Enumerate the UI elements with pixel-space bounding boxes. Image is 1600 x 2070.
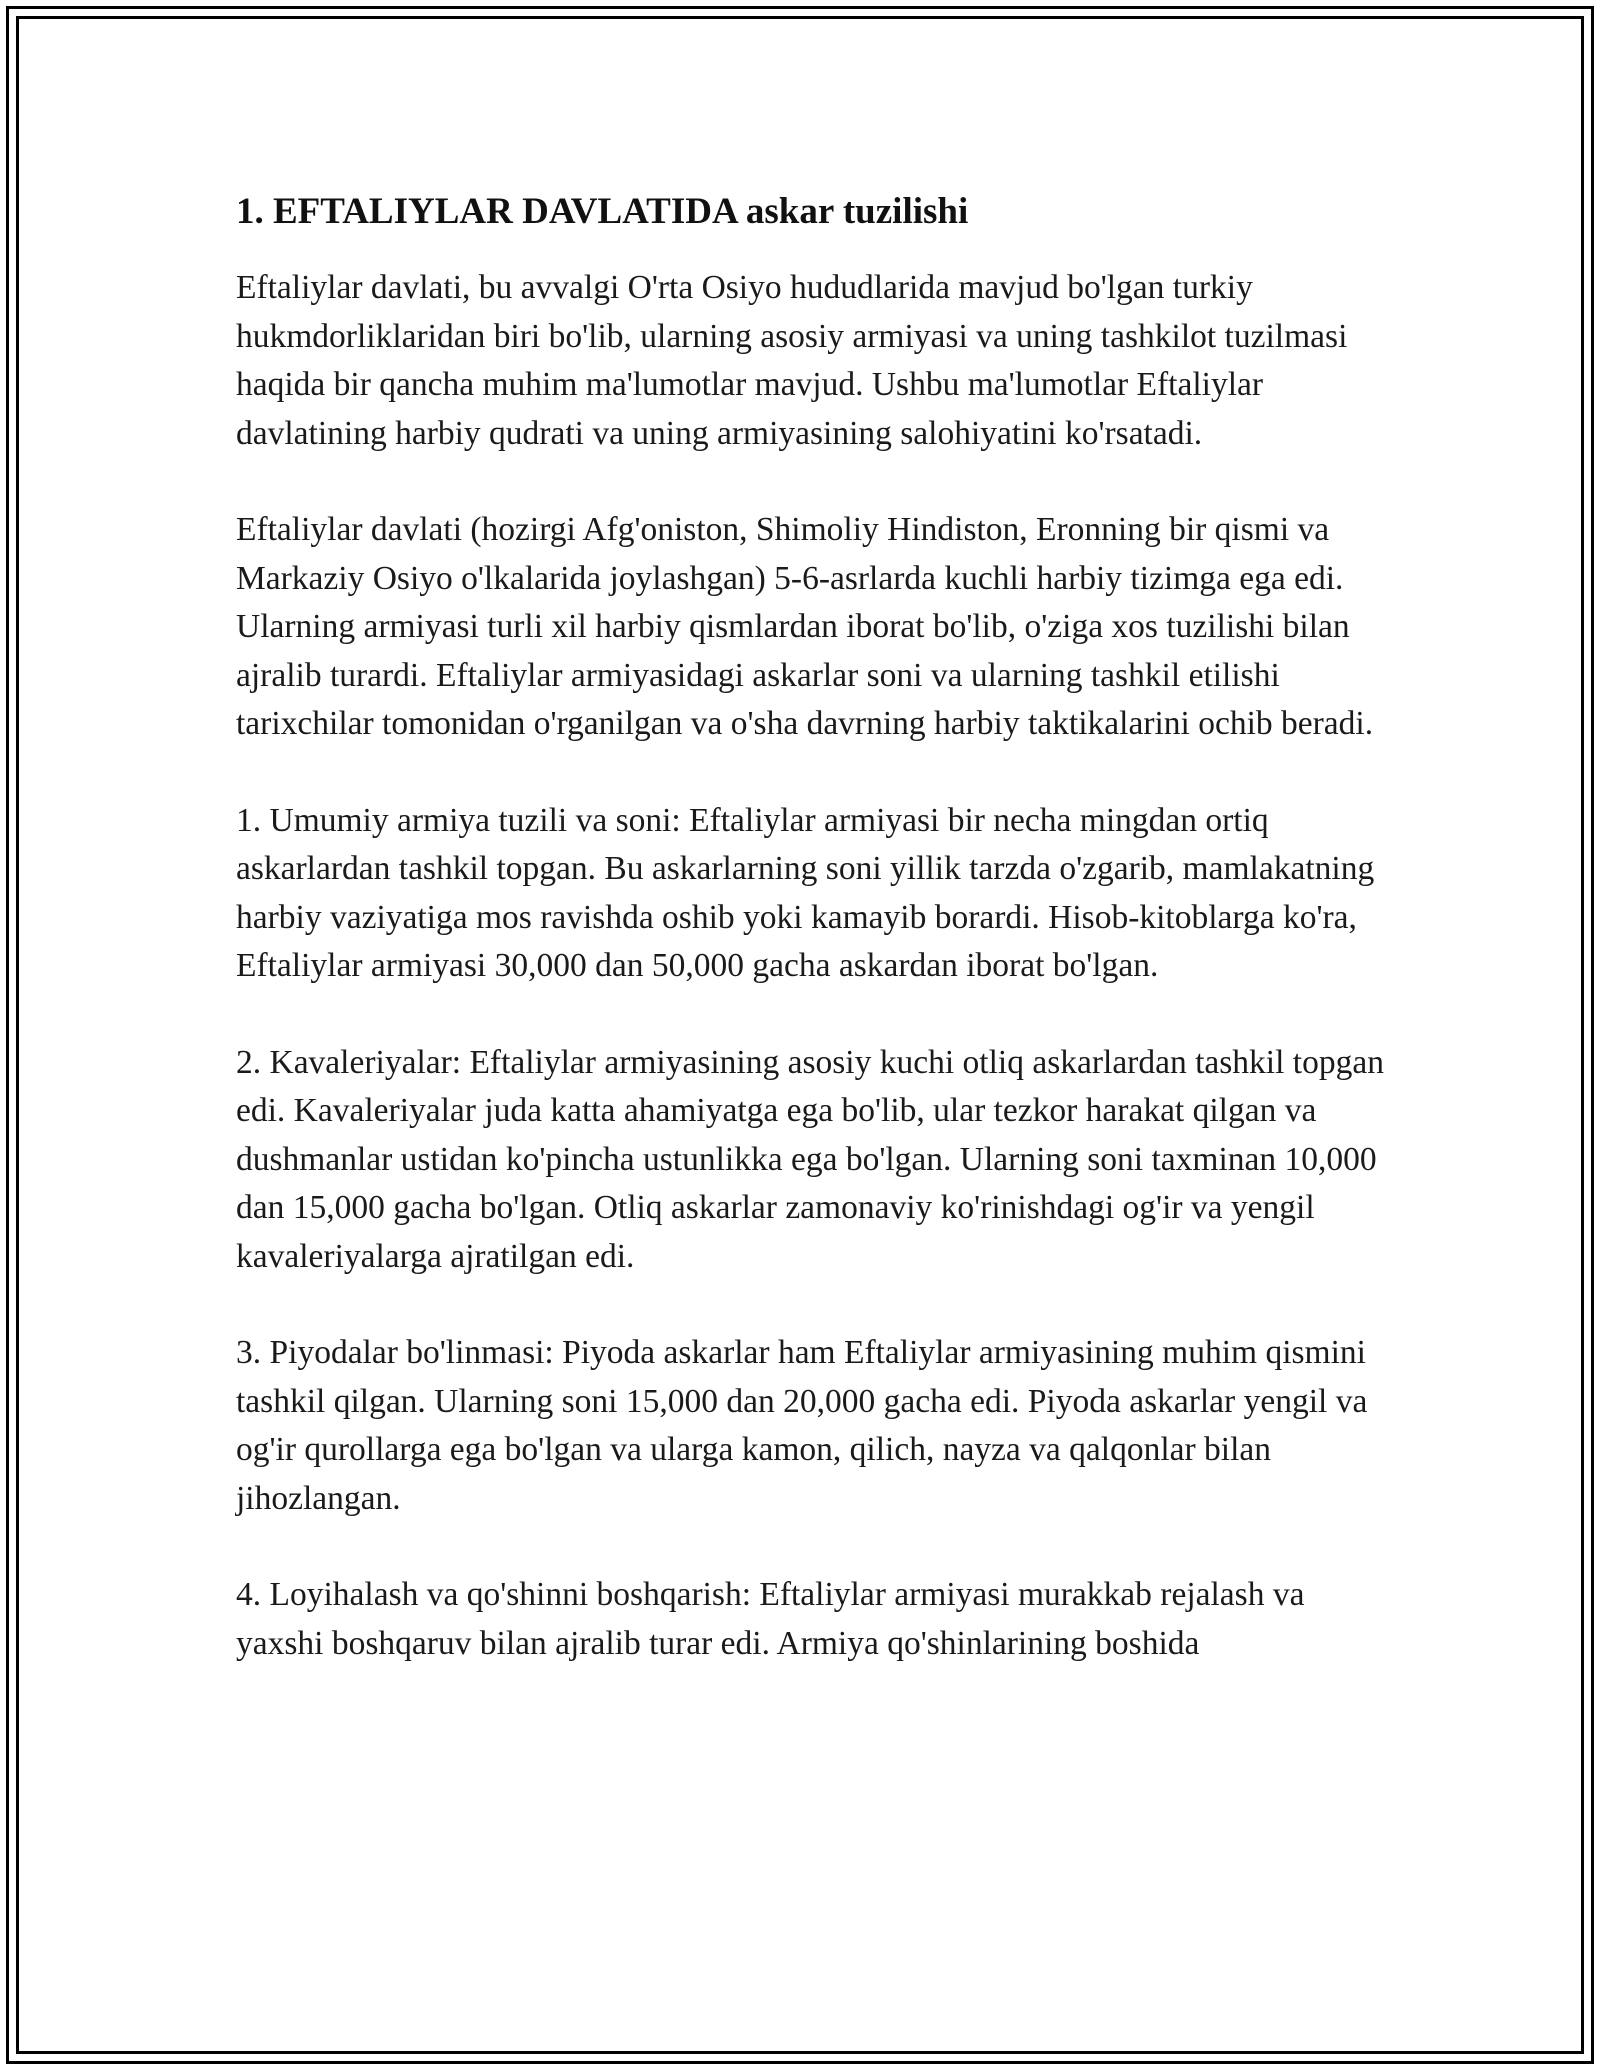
paragraph-cavalry: 2. Kavaleriyalar: Eftaliylar armiyasining asosiy kuchi otliq askarlardan tashkil topgan edi. Kavaleriyalar juda katta ahamiyatga ega bo'lib, ular tezkor harakat qilgan va dushmanlar ustidan ko'pincha ustunlikka ega bo'lgan. Ularning soni taxminan 10,000 dan 15,000 gacha bo'lgan. Otliq askarlar zamonaviy ko'rinishdagi og'ir va yengil kavaleriyalarga ajratilgan edi.: [236, 1043, 1384, 1275]
document-title: 1. EFTALIYLAR DAVLATIDA askar tuzilishi: [236, 191, 969, 232]
paragraph-intro: Eftaliylar davlati, bu avvalgi O'rta Osiyo hududlarida mavjud bo'lgan turkiy hukmdorliklaridan biri bo'lib, ularning asosiy armiyasi va uning tashkilot tuzilmasi haqida bir qancha muhim ma'lumotlar mavjud. Ushbu ma'lumotlar Eftaliylar davlatining harbiy qudrati va uning armiyasining salohiyatini ko'rsatadi.: [236, 269, 1348, 452]
paragraph-command: 4. Loyihalash va qo'shinni boshqarish: Eftaliylar armiyasi murakkab rejalash va yaxshi boshqaruv bilan ajralib turar edi. Armiya qo'shinlarining boshida: [236, 1576, 1305, 1662]
paragraph-army-size: 1. Umumiy armiya tuzili va soni: Eftaliylar armiyasi bir necha mingdan ortiq askarlardan tashkil topgan. Bu askarlarning soni yillik tarzda o'zgarib, mamlakatning harbiy vaziyatiga mos ravishda oshib yoki kamayib borardi. Hisob-kitoblarga ko'ra, Eftaliylar armiyasi 30,000 dan 50,000 gacha askardan iborat bo'lgan.: [236, 801, 1375, 984]
paragraph-infantry: 3. Piyodalar bo'linmasi: Piyoda askarlar ham Eftaliylar armiyasining muhim qismini tashkil qilgan. Ularning soni 15,000 dan 20,000 gacha edi. Piyoda askarlar yengil va og'ir qurollarga ega bo'lgan va ularga kamon, qilich, nayza va qalqonlar bilan jihozlangan.: [236, 1334, 1368, 1517]
document-body: [236, 186, 1386, 1716]
paragraph-geography: Eftaliylar davlati (hozirgi Afg'oniston, Shimoliy Hindiston, Eronning bir qismi va Markaziy Osiyo o'lkalarida joylashgan) 5-6-asrlarda kuchli harbiy tizimga ega edi. Ularning armiyasi turli xil harbiy qismlardan iborat bo'lib, o'ziga xos tuzilishi bilan ajralib turardi. Eftaliylar armiyasidagi askarlar soni va ularning tashkil etilishi tarixchilar tomonidan o'rganilgan va o'sha davrning harbiy taktikalarini ochib beradi.: [236, 511, 1374, 742]
